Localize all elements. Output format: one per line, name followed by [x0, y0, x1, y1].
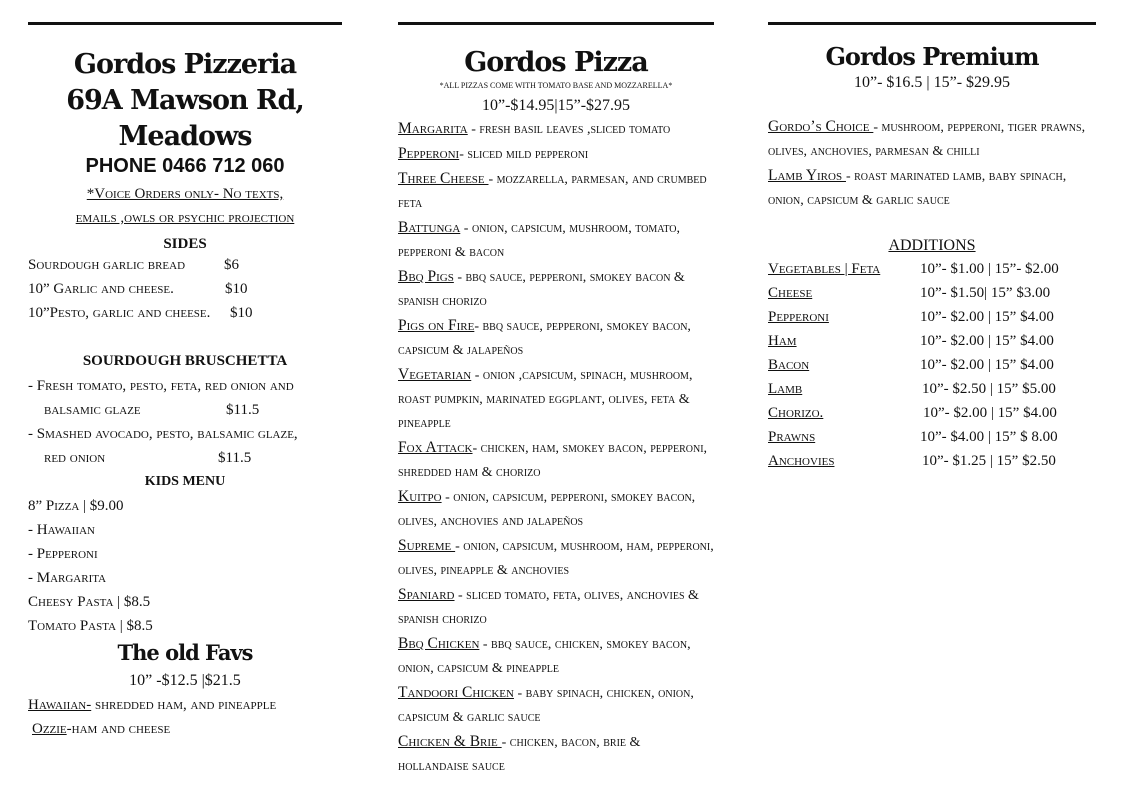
addition-name: Chorizo.: [768, 405, 824, 421]
addition-price: 10”- $4.00 | 15” $ 8.00: [920, 429, 1058, 445]
column-pizza: [398, 0, 714, 793]
pizza-title: Gordos Pizza: [464, 47, 648, 78]
pizza-list: [398, 117, 714, 779]
addition-name: Vegetables | Feta: [768, 261, 881, 277]
pizza-item: [398, 142, 714, 167]
premium-title: Gordos Premium: [825, 42, 1039, 71]
pizza-desc: - chicken, bacon, brie & hollandaise sauce: [398, 735, 641, 774]
kids-line: - Hawaiian: [28, 522, 95, 538]
kids-menu-heading: KIDS MENU: [144, 474, 226, 489]
fav-name: Hawaiian-: [28, 697, 92, 713]
addition-row: [768, 401, 1096, 425]
side-item: [28, 253, 342, 277]
pizza-item: [398, 485, 714, 534]
pizza-item: [398, 534, 714, 583]
column-premium: [768, 0, 1096, 793]
pizza-name: Pepperoni: [398, 145, 460, 162]
pizza-item: [398, 436, 714, 485]
addition-row: [768, 329, 1096, 353]
bruschetta-price: $11.5: [226, 402, 260, 418]
pizza-price: 10”-$14.95|15”-$27.95: [481, 97, 631, 114]
top-rule: [768, 22, 1096, 25]
pizza-name: Pigs on Fire: [398, 317, 475, 334]
pizza-desc: - mozzarella, parmesan, and crumbed feta: [398, 172, 707, 211]
pizza-desc: - onion ,capsicum, spinach, mushroom, roast pumpkin, marinated eggplant, olives, feta & pineapple: [398, 368, 693, 431]
premium-desc: - roast marinated lamb, baby spinach, onion, capsicum & garlic sauce: [768, 169, 1067, 208]
addition-price: 10”- $2.00 | 15” $4.00: [923, 405, 1057, 421]
pizza-name: Kuitpo: [398, 488, 442, 505]
addition-row: [768, 425, 1096, 449]
kids-line: 8” Pizza | $9.00: [28, 498, 124, 514]
addition-price: 10”- $2.00 | 15” $4.00: [920, 309, 1054, 325]
side-item: [28, 277, 342, 301]
pizza-item: [398, 216, 714, 265]
addition-name: Bacon: [768, 357, 810, 373]
pizza-item: [398, 363, 714, 436]
pizza-desc: - onion, capsicum, mushroom, tomato, pepperoni & bacon: [398, 221, 680, 260]
additions-list: [768, 257, 1096, 473]
kids-line: Cheesy Pasta | $8.5: [28, 594, 151, 610]
pizza-name: Vegetarian: [398, 366, 472, 383]
bruschetta-list: [28, 374, 342, 470]
premium-name: Lamb Yiros: [768, 167, 846, 184]
kids-line: - Margarita: [28, 570, 107, 586]
addition-row: [768, 377, 1096, 401]
order-note-line-2: emails ,owls or psychic projection: [75, 210, 295, 226]
pizza-name: Battunga: [398, 219, 461, 236]
fav-desc: shredded ham, and pineapple: [91, 697, 277, 713]
side-price: $10: [225, 281, 248, 297]
bruschetta-item-line1: - Smashed avocado, pesto, balsamic glaze,: [28, 426, 298, 442]
fav-item: [28, 717, 342, 741]
addition-name: Prawns: [768, 429, 816, 445]
bruschetta-heading: SOURDOUGH BRUSCHETTA: [82, 353, 288, 369]
pizza-item: [398, 265, 714, 314]
pizza-desc: - fresh basil leaves ,sliced tomato: [467, 122, 671, 137]
bruschetta-price: $11.5: [218, 450, 252, 466]
pizza-name: Spaniard: [398, 586, 455, 603]
pizza-name: Fox Attack: [398, 439, 473, 456]
title-line-2: 69A Mawson Rd,: [66, 85, 304, 116]
pizza-item: [398, 632, 714, 681]
side-name: Sourdough garlic bread: [28, 257, 186, 273]
pizza-desc: - chicken, ham, smokey bacon, pepperoni, shredded ham & chorizo: [398, 441, 708, 480]
side-item: [28, 301, 342, 325]
kids-menu-list: [28, 494, 342, 638]
premium-list: [768, 115, 1096, 213]
side-name: 10” Garlic and cheese.: [28, 281, 174, 297]
sides-list: [28, 253, 342, 325]
premium-item: [768, 115, 1096, 164]
pizza-desc: - onion, capsicum, pepperoni, smokey bacon, olives, anchovies and jalapeños: [398, 490, 696, 529]
addition-price: 10”- $2.00 | 15” $4.00: [920, 333, 1054, 349]
pizza-name: Tandoori Chicken: [398, 684, 514, 701]
pizza-name: Three Cheese: [398, 170, 489, 187]
addition-price: 10”- $1.00 | 15”- $2.00: [920, 261, 1059, 277]
addition-row: [768, 449, 1096, 473]
pizza-desc: - bbq sauce, pepperoni, smokey bacon & spanish chorizo: [398, 270, 685, 309]
premium-item: [768, 164, 1096, 213]
pizza-desc: - onion, capsicum, mushroom, ham, pepperoni, olives, pineapple & anchovies: [398, 539, 714, 578]
pizza-desc: - sliced tomato, feta, olives, anchovies & spanish chorizo: [398, 588, 699, 627]
addition-name: Cheese: [768, 285, 813, 301]
addition-name: Ham: [768, 333, 797, 349]
addition-price: 10”- $1.50| 15” $3.00: [920, 285, 1051, 301]
pizza-item: [398, 167, 714, 216]
bruschetta-item-line2: [28, 398, 342, 422]
addition-price: 10”- $2.50 | 15” $5.00: [922, 381, 1056, 397]
side-price: $6: [224, 257, 239, 273]
pizza-name: Bbq Pigs: [398, 268, 454, 285]
addition-price: 10”- $1.25 | 15” $2.50: [922, 453, 1056, 469]
pizza-name: Margarita: [398, 120, 468, 137]
top-rule: [28, 22, 342, 25]
fav-desc: -ham and cheese: [66, 721, 171, 737]
pizza-item: [398, 314, 714, 363]
addition-name: Pepperoni: [768, 309, 829, 325]
pizza-name: Bbq Chicken: [398, 635, 480, 652]
top-rule: [398, 22, 714, 25]
pizza-note: *ALL PIZZAS COME WITH TOMATO BASE AND MOZZARELLA*: [439, 81, 673, 90]
pizza-item: [398, 117, 714, 142]
premium-price: 10”- $16.5 | 15”- $29.95: [853, 74, 1011, 91]
addition-name: Anchovies: [768, 453, 835, 469]
sides-heading: SIDES: [163, 236, 207, 252]
order-note-line-1: *Voice Orders only- No texts,: [86, 186, 284, 202]
addition-price: 10”- $2.00 | 15” $4.00: [920, 357, 1054, 373]
pizza-name: Chicken & Brie: [398, 733, 502, 750]
fav-name: Ozzie: [32, 721, 67, 737]
pizza-desc: - sliced mild pepperoni: [459, 147, 589, 162]
fav-item: [28, 693, 342, 717]
side-price: $10: [230, 305, 253, 321]
addition-row: [768, 257, 1096, 281]
additions-heading: ADDITIONS: [888, 237, 976, 254]
pizza-name: Supreme: [398, 537, 456, 554]
old-favs-heading: The old Favs: [117, 640, 253, 665]
bruschetta-desc: balsamic glaze: [44, 402, 141, 418]
kids-line: - Pepperoni: [28, 546, 98, 562]
phone-number: PHONE 0466 712 060: [85, 155, 285, 177]
premium-name: Gordo’s Choice: [768, 118, 874, 135]
pizza-item: [398, 730, 714, 779]
bruschetta-item-line2: [28, 446, 342, 470]
bruschetta-desc: red onion: [44, 450, 106, 466]
title-line-1: Gordos Pizzeria: [73, 49, 297, 80]
addition-row: [768, 305, 1096, 329]
addition-row: [768, 281, 1096, 305]
pizza-item: [398, 681, 714, 730]
pizza-desc: - bbq sauce, chicken, smokey bacon, onion, capsicum & pineapple: [398, 637, 691, 676]
column-pizzeria: [28, 0, 342, 793]
title-line-3: Meadows: [118, 121, 252, 152]
addition-name: Lamb: [768, 381, 803, 397]
bruschetta-item-line1: - Fresh tomato, pesto, feta, red onion and: [28, 378, 294, 394]
premium-desc: - mushroom, pepperoni, tiger prawns, olives, anchovies, parmesan & chilli: [768, 120, 1086, 159]
pizza-desc: - baby spinach, chicken, onion, capsicum & garlic sauce: [398, 686, 694, 725]
pizza-desc: - bbq sauce, pepperoni, smokey bacon, capsicum & jalapeños: [398, 319, 691, 358]
pizza-item: [398, 583, 714, 632]
side-name: 10”Pesto, garlic and cheese.: [28, 305, 211, 321]
kids-line: Tomato Pasta | $8.5: [28, 618, 153, 634]
addition-row: [768, 353, 1096, 377]
old-favs-price: 10” -$12.5 |$21.5: [129, 672, 241, 689]
